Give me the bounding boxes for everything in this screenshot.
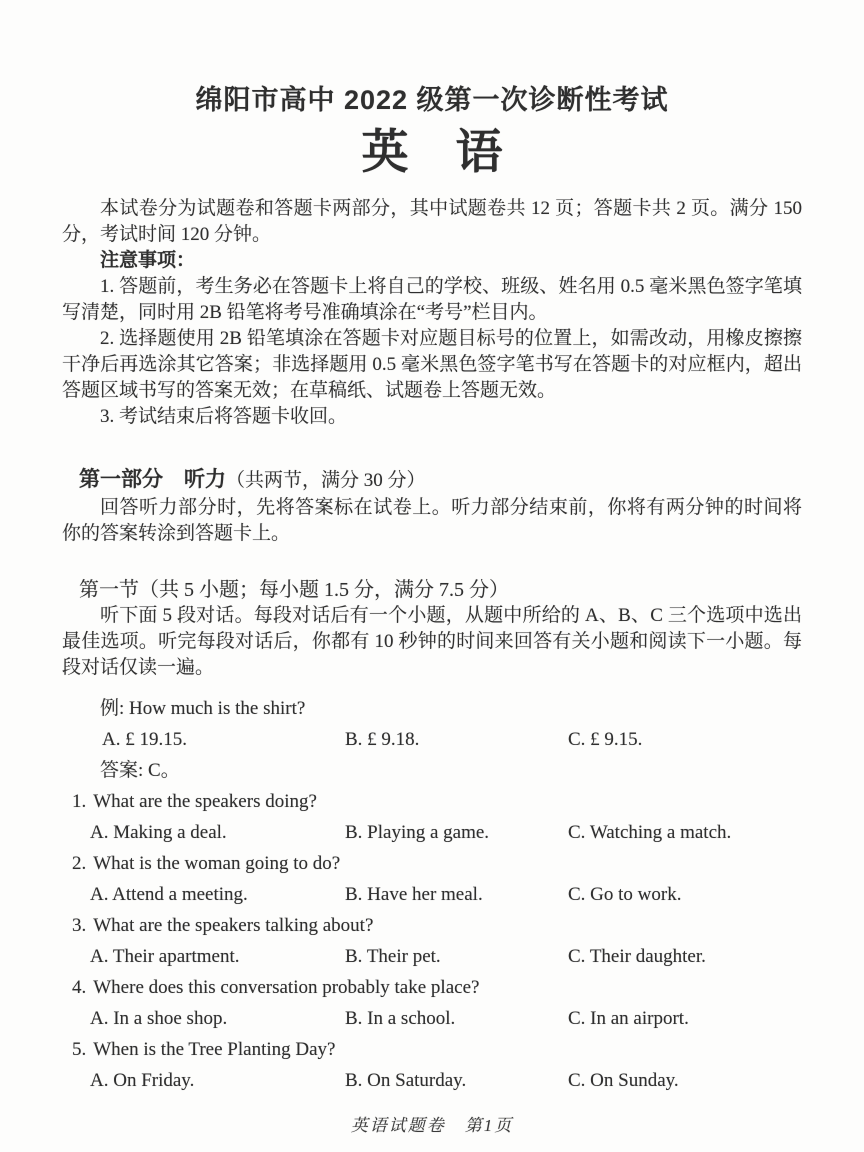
subject-title: 英 语 (361, 125, 503, 178)
question-number: 4. (72, 977, 87, 998)
option-b: B. Their pet. (345, 946, 441, 967)
option-a: A. Their apartment. (90, 946, 240, 967)
section1-heading: 第一节（共 5 小题；每小题 1.5 分，满分 7.5 分） (79, 579, 509, 601)
question-number: 2. (72, 853, 87, 874)
option-b: B. Playing a game. (345, 822, 490, 843)
part1-heading-main: 第一部分 听力 (79, 468, 226, 491)
option-a: A. Attend a meeting. (90, 884, 248, 905)
example-question: 例: How much is the shirt? (100, 698, 306, 719)
question-text: 5. When is the Tree Planting Day? (72, 1039, 336, 1060)
option-a: A. Making a deal. (90, 822, 227, 843)
question-number: 1. (72, 791, 87, 812)
page-footer: 英语试题卷 第1页 (350, 1116, 514, 1135)
question-number: 5. (72, 1039, 87, 1060)
example-option-a: A. £ 19.15. (102, 729, 187, 750)
part1-instructions: 回答听力部分时，先将答案标在试卷上。听力部分结束前，你将有两分钟的时间将你的答案转涂到答题卡上。 (62, 497, 802, 544)
part1-heading (62, 466, 802, 495)
note-item-2: 2. 选择题使用 2B 铅笔填涂在答题卡对应题目标号的位置上，如需改动，用橡皮擦擦干净后再选涂其它答案；非选择题用 0.5 毫米黑色签字笔书写在答题卡的对应框内，超出答题区域书写的答案无效；在草稿纸、试题卷上答题无效。 (62, 328, 802, 401)
listening-questions (62, 693, 802, 1096)
part1-heading-suffix: （共两节，满分 30 分） (226, 470, 426, 491)
option-c: C. On Sunday. (568, 1070, 679, 1091)
intro-paragraph: 本试卷分为试题卷和答题卡两部分，其中试题卷共 12 页；答题卡共 2 页。满分 150 分，考试时间 120 分钟。 (62, 198, 802, 245)
options-row (62, 1065, 802, 1096)
example-option-b: B. £ 9.18. (345, 729, 420, 750)
note-item-3: 3. 考试结束后将答题卡收回。 (100, 406, 348, 427)
example-option-c: C. £ 9.15. (568, 729, 643, 750)
option-b: B. Have her meal. (345, 884, 483, 905)
notes-heading: 注意事项： (100, 250, 196, 271)
example-answer: 答案: C。 (100, 760, 180, 781)
example-options-row (62, 724, 802, 755)
question-text: 3. What are the speakers talking about? (72, 915, 374, 936)
options-row (62, 1003, 802, 1034)
option-b: B. In a school. (345, 1008, 456, 1029)
option-b: B. On Saturday. (345, 1070, 467, 1091)
options-row (62, 941, 802, 972)
option-c: C. Their daughter. (568, 946, 706, 967)
exam-title: 绵阳市高中 2022 级第一次诊断性考试 (195, 85, 669, 115)
question-item (62, 972, 802, 1034)
option-a: A. In a shoe shop. (90, 1008, 228, 1029)
question-text: 1. What are the speakers doing? (72, 791, 317, 812)
note-item-1: 1. 答题前，考生务必在答题卡上将自己的学校、班级、姓名用 0.5 毫米黑色签字笔填写清楚，同时用 2B 铅笔将考号准确填涂在“考号”栏目内。 (62, 276, 802, 323)
question-number: 3. (72, 915, 87, 936)
option-c: C. In an airport. (568, 1008, 689, 1029)
option-a: A. On Friday. (90, 1070, 195, 1091)
section1-instructions: 听下面 5 段对话。每段对话后有一个小题，从题中所给的 A、B、C 三个选项中选出最佳选项。听完每段对话后，你都有 10 秒钟的时间来回答有关小题和阅读下一小题。每段对话仅读一遍。 (62, 605, 802, 678)
question-item (62, 848, 802, 910)
options-row (62, 817, 802, 848)
question-item (62, 1034, 802, 1096)
question-item (62, 786, 802, 848)
question-text: 4. Where does this conversation probably take place? (72, 977, 480, 998)
options-row (62, 879, 802, 910)
option-c: C. Go to work. (568, 884, 682, 905)
question-item (62, 910, 802, 972)
question-text: 2. What is the woman going to do? (72, 853, 341, 874)
option-c: C. Watching a match. (568, 822, 732, 843)
example-block (62, 693, 802, 786)
